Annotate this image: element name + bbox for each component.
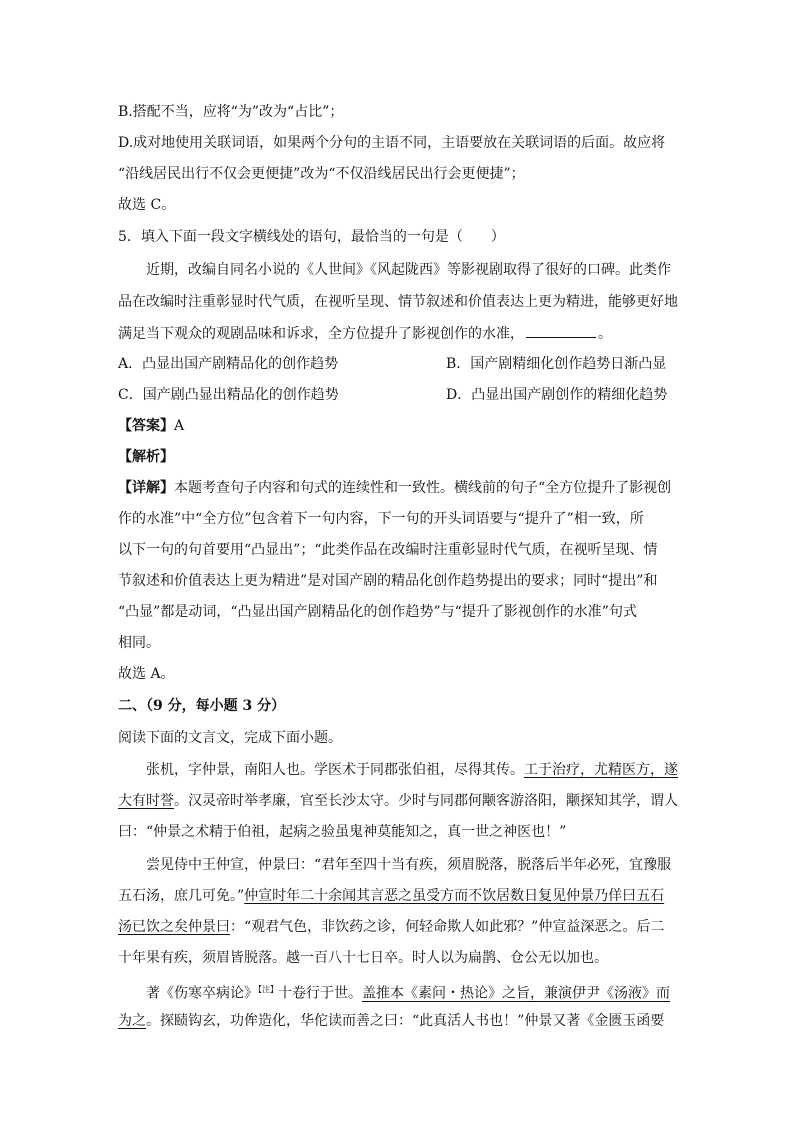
detail-line2: 作的水准”中“全方位”包含着下一句内容，下一句的开头词语要与“提升了”相一致，所 — [118, 511, 644, 527]
passage-p2-line4: 十年果有疾，须眉皆脱落。越一百八十七日卒。时人以为扁鹊、仓公无以加也。 — [118, 950, 608, 966]
p3-l2-text: 。探赜钩玄，功侔造化，华佗读而善之曰：“此真活人书也！”仲景又著《金匮玉函要 — [146, 1013, 665, 1029]
q5-option-c: C．国产剧凸显出精品化的创作趋势 — [118, 387, 339, 403]
prev-conclusion: 故选 C。 — [118, 197, 176, 213]
q5-option-d: D．凸显出国产剧创作的精细化趋势 — [446, 387, 668, 403]
detail-line3: 以下一句的句首要用“凸显出”；“此类作品在改编时注重彰显时代气质，在视听呈现、情 — [118, 542, 658, 558]
section2-instruction: 阅读下面的文言文，完成下面小题。 — [118, 730, 342, 746]
section2-header: 二、（9 分，每小题 3 分） — [118, 698, 286, 714]
passage-p1-line3: 曰：“仲景之术精于伯祖，起病之验虽鬼神莫能知之，真一世之神医也！” — [118, 824, 567, 840]
q5-passage-line1: 近期，改编自同名小说的《人世间》《风起陇西》等影视剧取得了很好的口碑。此类作 — [146, 262, 671, 278]
q5-conclusion: 故选 A。 — [118, 666, 175, 682]
q5-option-b: B．国产剧精细化创作趋势日渐凸显 — [446, 356, 667, 372]
passage-p3-line2 — [118, 1011, 664, 1031]
detail-line4: 节叙述和价值表达上更为精进”是对国产剧的精品化创作趋势提出的要求；同时“提出”和 — [118, 573, 658, 589]
passage-p2-line1: 尝见侍中王仲宣，仲景曰：“君年至四十当有疾，须眉脱落，脱落后半年必死，宜豫服 — [146, 857, 672, 873]
detail-tag: 【详解】 — [118, 480, 174, 496]
q5-passage-line3 — [118, 323, 612, 344]
passage-p1-line2 — [118, 791, 678, 811]
answer-value: A — [174, 418, 185, 434]
q5-passage-line3-text: 满足当下观众的观剧品味和诉求，全方位提升了影视创作的水准， — [118, 326, 524, 342]
p1-l2-underlined: 大有时誉 — [118, 793, 174, 809]
passage-p2-line3 — [118, 917, 664, 937]
p3-l1-underlined: 盖推本《素问・热论》之旨，兼演伊尹《汤液》而 — [362, 985, 670, 1002]
p3-l2-underlined: 为之 — [118, 1013, 146, 1029]
answer-line — [118, 416, 184, 436]
passage-p3-line1 — [146, 980, 670, 1004]
detail-line1 — [118, 478, 671, 498]
prev-option-b: B.搭配不当，应将“为”改为“占比”； — [118, 104, 344, 120]
detail-line6: 相同。 — [118, 635, 160, 651]
answer-blank — [526, 323, 596, 338]
p1-l2-text: 。汉灵帝时举孝廉，官至长沙太守。少时与同郡何颙客游洛阳，颙探知其学，谓人 — [174, 793, 678, 809]
detail-line5: “凸显”都是动词，“凸显出国产剧精品化的创作趋势”与“提升了影视创作的水准”句式 — [118, 604, 637, 620]
p1-l1-text: 张机，字仲景，南阳人也。学医术于同郡张伯祖，尽得其传。 — [146, 762, 524, 778]
p3-l1-text2: 十卷行于世。 — [278, 985, 362, 1002]
q5-passage-line2: 品在改编时注重彰显时代气质，在视听呈现、情节叙述和价值表达上更为精进，能够更好地 — [118, 294, 678, 310]
p2-l2-underlined: 仲宣时年二十余闻其言恶之虽受方而不饮居数日复见仲景乃佯曰五石 — [244, 888, 665, 904]
q5-option-a: A．凸显出国产剧精品化的创作趋势 — [118, 356, 339, 372]
analysis-tag: 【解析】 — [118, 449, 174, 465]
p2-l2-text: 五石汤，庶几可免。” — [118, 888, 245, 904]
prev-option-d-line2: “沿线居民出行不仅会更便捷”改为“不仅沿线居民出行会更便捷”； — [118, 166, 525, 182]
prev-option-d-line1: D.成对地使用关联词语，如果两个分句的主语不同，主语要放在关联词语的后面。故应将 — [118, 135, 666, 151]
p1-l1-underlined: 工于治疗，尤精医方，遂 — [524, 762, 678, 778]
q5-passage-line3-end: 。 — [598, 326, 612, 342]
detail-line1-text: 本题考查句子内容和句式的连续性和一致性。横线前的句子“全方位提升了影视创 — [174, 480, 672, 496]
answer-tag: 【答案】 — [118, 418, 174, 434]
passage-p1-line1 — [146, 760, 678, 780]
p2-l3-text: ：“观君气色，非饮药之诊，何轻命欺人如此邪？”仲宣益深恶之。后二 — [230, 919, 665, 935]
footnote-marker: 【注】 — [258, 985, 278, 994]
q5-stem: 5．填入下面一段文字横线处的语句，最恰当的一句是（ ） — [118, 229, 505, 245]
p3-l1-text: 著《伤寒卒病论》 — [146, 985, 258, 1002]
p2-l3-underlined: 汤已饮之矣仲景曰 — [118, 919, 230, 935]
passage-p2-line2 — [118, 886, 664, 906]
